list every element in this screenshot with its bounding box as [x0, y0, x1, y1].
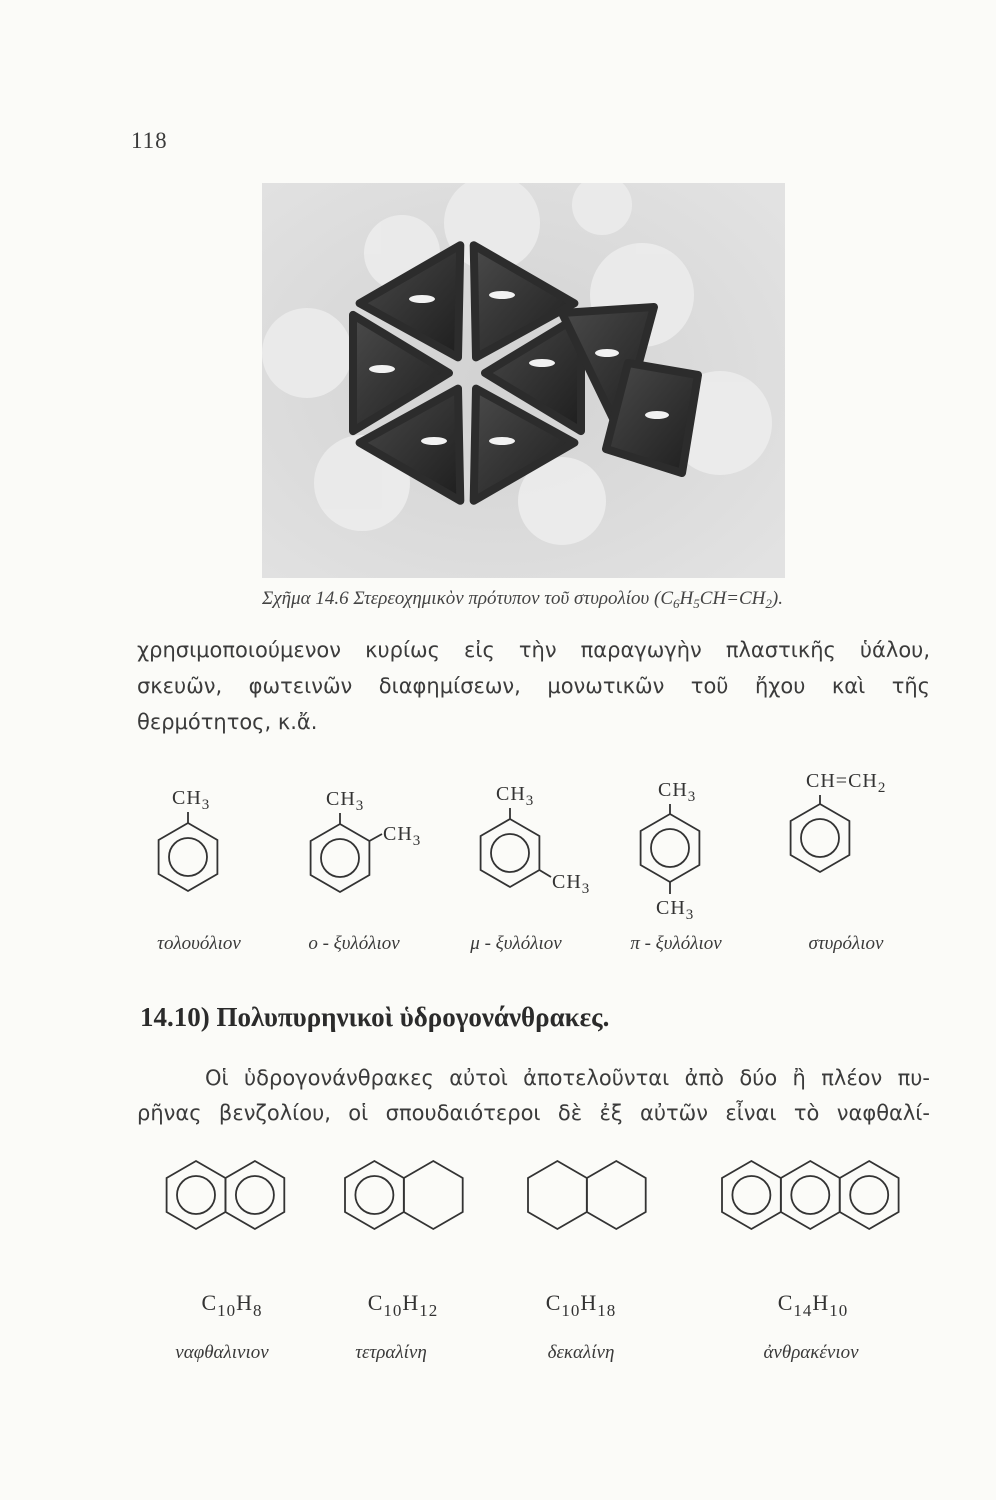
ring: [722, 1161, 781, 1229]
tetralin-structure: [345, 1161, 463, 1229]
molecular-formula: $C_{10}H_{12}$: [367, 1290, 439, 1320]
benzene-ring: [791, 804, 850, 872]
aromatic-circle: [355, 1176, 393, 1214]
anthracene-structure: [722, 1161, 899, 1229]
compound-name: ο - ξυλόλιον: [308, 933, 400, 954]
section-heading: 14.10) Πολυπυρηνικοὶ ὑδρογονάνθρακες.: [140, 1002, 610, 1032]
aromatic-circle: [177, 1176, 215, 1214]
molecular-formula: $C_{10}H_{18}$: [545, 1290, 617, 1320]
compound-name: στυρόλιον: [808, 933, 884, 954]
compound-name: τολουόλιον: [157, 933, 241, 954]
styrene-model-photo: [262, 183, 785, 578]
aromatic-circle: [791, 1176, 829, 1214]
methyl-bond: [369, 834, 382, 841]
toluene-methyl-label: $CH_3$: [172, 787, 211, 813]
paragraph-line: Οἱ ὑδρογονάνθρακες αὐτοὶ ἀποτελοῦνται ἀπὸ δύο ἢ πλέον πυ-: [205, 1066, 930, 1090]
p-xylene-methyl-label: $CH_3$: [656, 897, 695, 923]
o-xylene-structure: [311, 813, 382, 892]
compound-name: π - ξυλόλιον: [630, 933, 722, 954]
decalin-structure: [528, 1161, 646, 1229]
ring: [587, 1161, 646, 1229]
paragraph-line: θερμότητος, κ.ἄ.: [137, 710, 318, 734]
benzene-ring: [159, 823, 218, 891]
ring: [167, 1161, 226, 1229]
p-xylene-methyl-label: $CH_3$: [658, 779, 697, 805]
aromatic-circle: [491, 834, 529, 872]
naphthalene-structure: [167, 1161, 285, 1229]
compound-name: δεκαλίνη: [547, 1342, 615, 1363]
benzene-ring: [481, 819, 540, 887]
styrene-structure: [791, 795, 850, 872]
polycyclic-structures: [0, 1150, 996, 1245]
aromatic-circle: [801, 819, 839, 857]
molecular-formula: $C_{10}H_8$: [201, 1290, 263, 1320]
paragraph: [205, 1060, 930, 1096]
aromatic-circle: [236, 1176, 274, 1214]
ring: [404, 1161, 463, 1229]
p-xylene-structure: [641, 804, 700, 894]
m-xylene-methyl-label: $CH_3$: [552, 871, 591, 897]
benzene-ring: [311, 824, 370, 892]
compound-name: ναφθαλινιον: [175, 1342, 269, 1363]
paragraph: [137, 632, 930, 740]
page-number: 118: [131, 128, 168, 153]
ring: [840, 1161, 899, 1229]
ring: [226, 1161, 285, 1229]
hydrogen-atom: [262, 308, 352, 398]
methyl-bond: [539, 870, 551, 877]
molecular-formula: $C_{14}H_{10}$: [777, 1290, 849, 1320]
aromatic-circle: [651, 829, 689, 867]
ring: [528, 1161, 587, 1229]
compound-name: μ - ξυλόλιον: [470, 933, 562, 954]
compound-name: τετραλίνη: [355, 1342, 427, 1363]
paragraph: [137, 1095, 930, 1131]
toluene-structure: [159, 812, 218, 891]
compound-name: ἀνθρακένιον: [763, 1342, 859, 1363]
aromatic-circle: [732, 1176, 770, 1214]
figure-caption: Σχῆμα 14.6 Στερεοχημικὸν πρότυπον τοῦ στυρολίου $(C_6H_5CH=CH_2)$.: [262, 588, 783, 611]
styrene-vinyl-label: $CH=CH_2$: [806, 770, 887, 796]
o-xylene-methyl-label: $CH_3$: [326, 788, 365, 814]
o-xylene-methyl-label: $CH_3$: [383, 823, 422, 849]
paragraph-line: σκευῶν, φωτεινῶν διαφημίσεων, μονωτικῶν τοῦ ἤχου καὶ τῆς: [137, 674, 930, 698]
ring: [345, 1161, 404, 1229]
aromatic-circle: [321, 839, 359, 877]
benzene-ring: [641, 814, 700, 882]
ring: [781, 1161, 840, 1229]
paragraph-line: ρῆνας βενζολίου, οἱ σπουδαιότεροι δὲ ἐξ αὐτῶν εἶναι τὸ ναφθαλί-: [137, 1101, 930, 1125]
m-xylene-structure: [481, 808, 551, 887]
paragraph-line: χρησιμοποιούμενον κυρίως εἰς τὴν παραγωγὴν πλαστικῆς ὑάλου,: [137, 638, 930, 662]
aromatic-circle: [169, 838, 207, 876]
aromatic-circle: [850, 1176, 888, 1214]
m-xylene-methyl-label: $CH_3$: [496, 783, 535, 809]
